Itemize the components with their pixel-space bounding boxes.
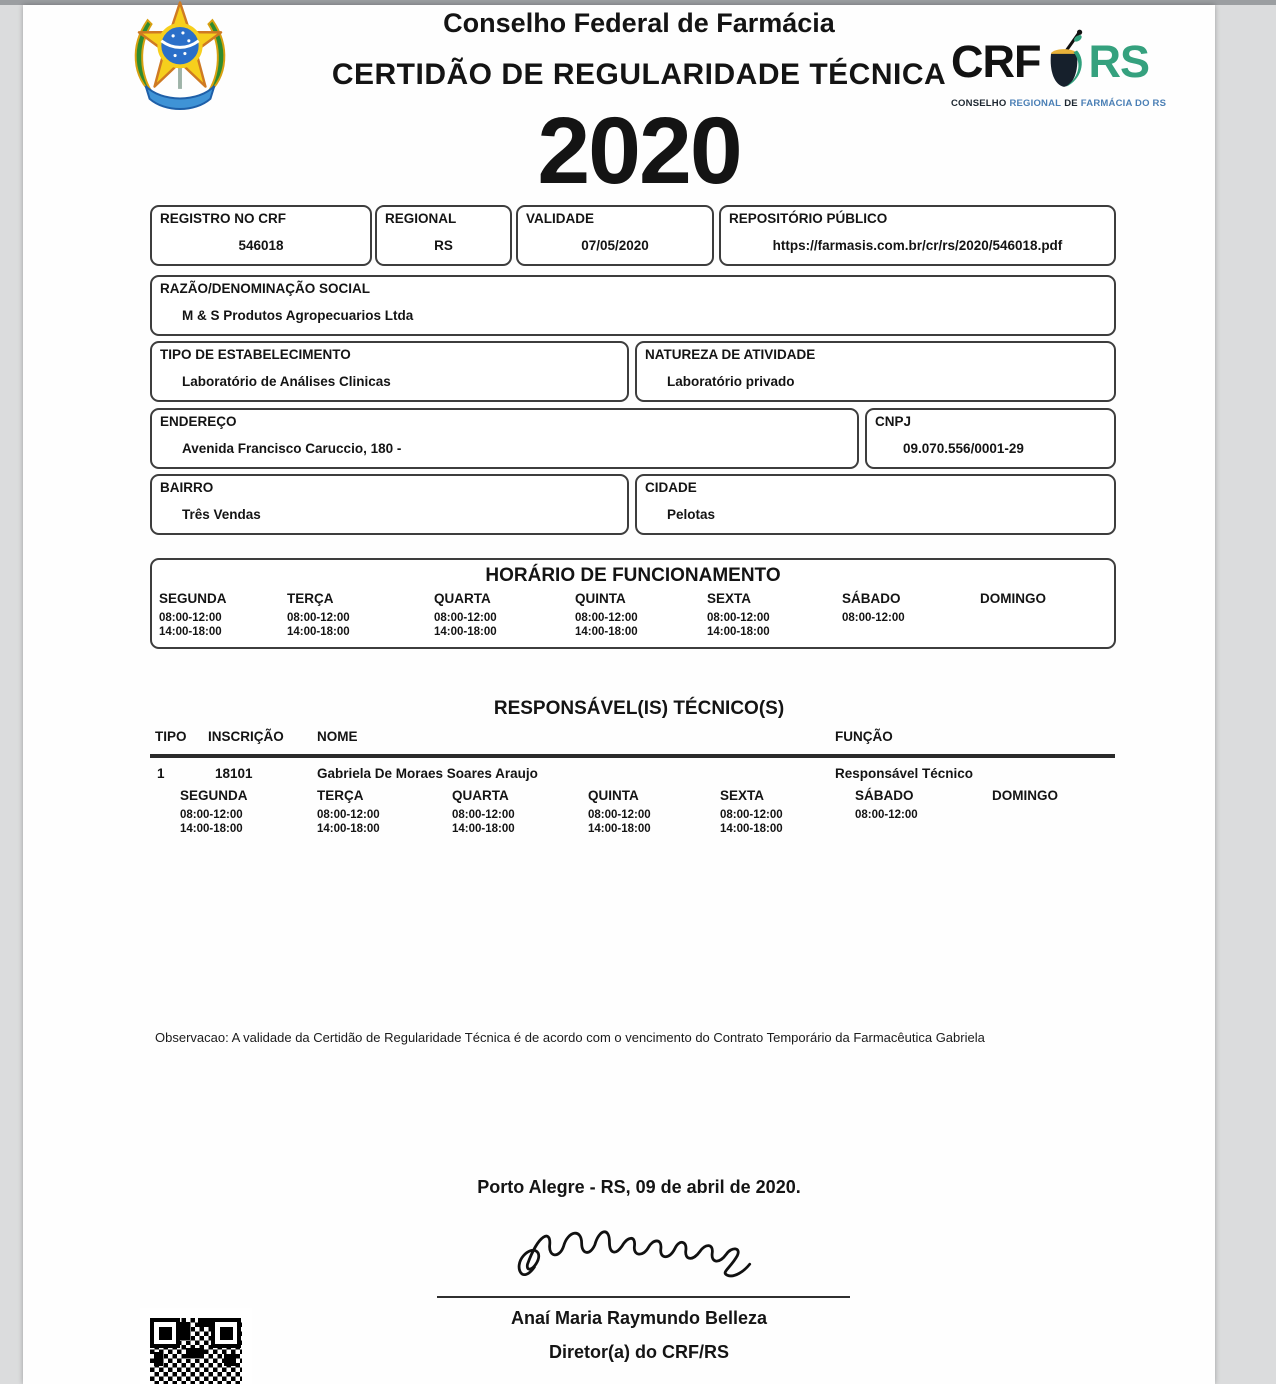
horario-day-sexta: SEXTA 08:00-12:00 14:00-18:00: [707, 591, 770, 638]
col-header-funcao: FUNÇÃO: [835, 729, 893, 744]
col-header-inscricao: INSCRIÇÃO: [208, 729, 284, 744]
horario-title: HORÁRIO DE FUNCIONAMENTO: [485, 565, 781, 586]
field-validade-value: 07/05/2020: [581, 238, 649, 253]
field-registro-label: REGISTRO NO CRF: [160, 211, 287, 226]
crf-rs-logo: [951, 27, 1189, 109]
field-razao-box: [150, 275, 1116, 336]
rt-day-quinta: QUINTA 08:00-12:00 14:00-18:00: [588, 788, 651, 835]
field-registro-box: [150, 205, 372, 266]
org-title: Conselho Federal de Farmácia: [443, 8, 835, 38]
field-registro-value: 546018: [238, 238, 284, 253]
logo-tagline: [951, 98, 1189, 109]
field-cidade-label: CIDADE: [645, 480, 697, 495]
signer-name: Anaí Maria Raymundo Belleza: [510, 1308, 768, 1328]
field-razao-label: RAZÃO/DENOMINAÇÃO SOCIAL: [160, 281, 370, 296]
field-cnpj-box: [865, 408, 1116, 469]
field-validade-box: [516, 205, 714, 266]
field-regional-box: [375, 205, 512, 266]
horario-day-quinta: QUINTA 08:00-12:00 14:00-18:00: [575, 591, 638, 638]
tagline-part: REGIONAL: [1009, 98, 1062, 109]
field-repositorio-box: [719, 205, 1116, 266]
table-divider: [150, 754, 1115, 758]
logo-rs-text: RS: [1088, 36, 1149, 87]
repository-url-link[interactable]: https://farmasis.com.br/cr/rs/2020/546018.pdf: [772, 238, 1063, 253]
field-repositorio-label: REPOSITÓRIO PÚBLICO: [729, 211, 888, 226]
horario-day-segunda: SEGUNDA 08:00-12:00 14:00-18:00: [159, 591, 227, 638]
row-inscricao: 18101: [215, 766, 253, 781]
horario-day-terca: TERÇA 08:00-12:00 14:00-18:00: [287, 591, 350, 638]
field-regional-value: RS: [434, 238, 453, 253]
horario-day-domingo: DOMINGO: [980, 591, 1046, 606]
row-tipo: 1: [157, 766, 165, 781]
field-bairro-label: BAIRRO: [160, 480, 214, 495]
qr-code: [140, 1308, 252, 1384]
rt-day-domingo: DOMINGO: [992, 788, 1058, 803]
tagline-part: DE: [1064, 98, 1078, 109]
field-endereco-value: Avenida Francisco Caruccio, 180 -: [182, 441, 402, 456]
rt-day-segunda: SEGUNDA 08:00-12:00 14:00-18:00: [180, 788, 248, 835]
rt-day-sexta: SEXTA 08:00-12:00 14:00-18:00: [720, 788, 783, 835]
field-bairro-value: Três Vendas: [182, 507, 261, 522]
field-tipo-box: [150, 341, 629, 402]
col-header-tipo: TIPO: [155, 729, 187, 744]
field-endereco-label: ENDEREÇO: [160, 414, 237, 429]
field-cnpj-label: CNPJ: [875, 414, 912, 429]
field-cidade-box: [635, 474, 1116, 535]
field-natureza-label: NATUREZA DE ATIVIDADE: [645, 347, 816, 362]
field-endereco-box: [150, 408, 859, 469]
responsavel-title: RESPONSÁVEL(IS) TÉCNICO(S): [493, 698, 785, 719]
field-cidade-value: Pelotas: [667, 507, 716, 522]
field-natureza-box: [635, 341, 1116, 402]
rt-day-quarta: QUARTA 08:00-12:00 14:00-18:00: [452, 788, 515, 835]
field-cnpj-value: 09.070.556/0001-29: [903, 441, 1024, 456]
row-nome: Gabriela De Moraes Soares Araujo: [317, 766, 538, 781]
logo-crf-text: CRF: [951, 36, 1041, 87]
field-razao-value: M & S Produtos Agropecuarios Ltda: [182, 308, 414, 323]
col-header-nome: NOME: [317, 729, 358, 744]
rt-day-sabado: SÁBADO 08:00-12:00: [855, 788, 918, 821]
signature: [515, 1203, 765, 1299]
field-bairro-box: [150, 474, 629, 535]
issue-date-line: Porto Alegre - RS, 09 de abril de 2020.: [477, 1177, 801, 1197]
document-title: CERTIDÃO DE REGULARIDADE TÉCNICA: [331, 58, 947, 91]
certificate-page: [23, 5, 1215, 1384]
observacao-text: Observacao: A validade da Certidão de Regularidade Técnica é de acordo com o vencimento do Contrato Temporário da Farmacêutica Gabriela: [155, 1030, 985, 1045]
horario-box: [150, 558, 1116, 649]
certificate-year: 2020: [537, 98, 741, 204]
field-tipo-label: TIPO DE ESTABELECIMENTO: [160, 347, 351, 362]
brazil-coat-of-arms-icon: [126, 0, 234, 119]
horario-day-sabado: SÁBADO 08:00-12:00: [842, 591, 905, 624]
row-funcao: Responsável Técnico: [835, 766, 974, 781]
rt-day-terca: TERÇA 08:00-12:00 14:00-18:00: [317, 788, 380, 835]
horario-day-quarta: QUARTA 08:00-12:00 14:00-18:00: [434, 591, 497, 638]
signer-role: Diretor(a) do CRF/RS: [549, 1342, 729, 1362]
field-regional-label: REGIONAL: [385, 211, 457, 226]
field-tipo-value: Laboratório de Análises Clinicas: [182, 374, 391, 389]
tagline-part: CONSELHO: [951, 98, 1007, 109]
field-natureza-value: Laboratório privado: [667, 374, 795, 389]
tagline-part: FARMÁCIA DO RS: [1080, 98, 1167, 109]
signature-line: [437, 1296, 850, 1298]
field-validade-label: VALIDADE: [526, 211, 595, 226]
mate-gourd-icon: [1038, 27, 1090, 93]
